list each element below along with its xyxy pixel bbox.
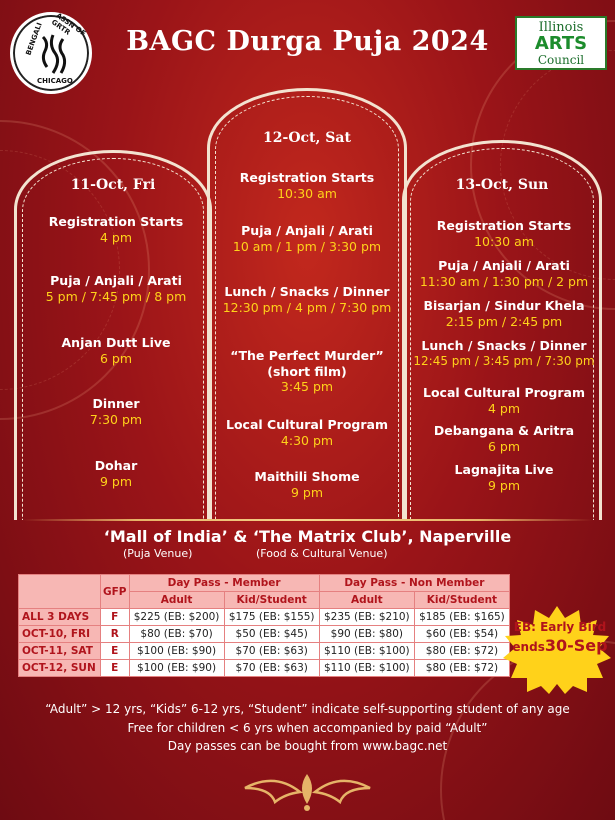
table-row [19, 626, 510, 643]
gfp-cell: E [101, 660, 130, 677]
event-time: 4 pm [99, 229, 133, 245]
gfp-cell: E [101, 643, 130, 660]
event-label: Dohar [94, 458, 138, 473]
event-label: “The Perfect Murder” [230, 348, 384, 363]
early-bird-text [512, 620, 608, 656]
event-label: Puja / Anjali / Arati [241, 223, 373, 238]
event-label: Debangana & Aritra [433, 423, 575, 438]
non-member-adult-price: $110 (EB: $100) [319, 660, 414, 677]
event-time: 9 pm [290, 484, 324, 500]
puja-venue-label: (Puja Venue) [123, 547, 193, 560]
event-sat-maithili [207, 469, 407, 500]
event-label: Puja / Anjali / Arati [50, 273, 182, 288]
event-label: Lunch / Snacks / Dinner [421, 338, 587, 353]
non-member-kid-price: $185 (EB: $165) [414, 609, 509, 626]
arts-council-line2: ARTS [534, 33, 588, 54]
early-bird-date: 30-Sep [544, 635, 608, 655]
event-time: 4 pm [487, 400, 521, 416]
note-purchase-site: Day passes can be bought from www.bagc.net [167, 739, 448, 754]
event-label: Puja / Anjali / Arati [438, 258, 570, 273]
event-sat-lunch [207, 284, 407, 315]
event-sun-registration [403, 218, 605, 249]
gfp-cell: R [101, 626, 130, 643]
event-time: 11:30 am / 1:30 pm / 2 pm [419, 273, 589, 289]
gfp-cell: F [101, 609, 130, 626]
event-time: 5 pm / 7:45 pm / 8 pm [45, 288, 187, 304]
event-sat-puja [207, 223, 407, 254]
member-adult-price: $80 (EB: $70) [129, 626, 224, 643]
early-bird-ends: ends [512, 639, 545, 654]
event-fri-registration [14, 214, 218, 245]
event-label: Registration Starts [436, 218, 572, 233]
note-free-children: Free for children < 6 yrs when accompanied by paid “Adult” [127, 720, 488, 735]
event-sun-lunch [403, 338, 605, 369]
event-fri-anjan-dutt [14, 335, 218, 366]
member-kid-price: $50 (EB: $45) [224, 626, 319, 643]
event-time: 9 pm [487, 477, 521, 493]
bottom-ornament-decoration [240, 768, 375, 812]
event-time: 10 am / 1 pm / 3:30 pm [232, 238, 382, 254]
event-time: 12:45 pm / 3:45 pm / 7:30 pm [413, 353, 595, 368]
non-member-adult-price: $90 (EB: $80) [319, 626, 414, 643]
member-kid-price: $70 (EB: $63) [224, 643, 319, 660]
event-sun-debangana [403, 423, 605, 454]
venue-title: ‘Mall of India’ & ‘The Matrix Club’, Naperville [103, 527, 512, 546]
non-member-kid-header: Kid/Student [414, 592, 509, 609]
logo-text-left: BENGALI [24, 21, 44, 57]
gfp-header: GFP [101, 575, 130, 609]
arts-council-line3: Council [537, 53, 585, 67]
member-kid-price: $70 (EB: $63) [224, 660, 319, 677]
member-kid-header: Kid/Student [224, 592, 319, 609]
event-label: Dinner [92, 396, 140, 411]
event-sat-short-film [207, 348, 407, 395]
member-adult-header: Adult [129, 592, 224, 609]
member-header: Day Pass - Member [129, 575, 319, 592]
event-sun-puja [403, 258, 605, 289]
food-venue-label: (Food & Cultural Venue) [256, 547, 388, 560]
table-corner-cell [19, 575, 101, 609]
logo-text-bottom: CHICAGO [37, 77, 73, 85]
note-age-definitions: “Adult” > 12 yrs, “Kids” 6-12 yrs, “Student” indicate self-supporting student of any age [45, 702, 570, 716]
member-adult-price: $225 (EB: $200) [129, 609, 224, 626]
page-title: BAGC Durga Puja 2024 [126, 26, 489, 57]
event-time: 12:30 pm / 4 pm / 7:30 pm [222, 299, 392, 315]
event-time: 10:30 am [277, 185, 337, 201]
arts-council-line1: Illinois [538, 20, 584, 35]
event-label: Registration Starts [239, 170, 375, 185]
row-label: OCT-12, SUN [19, 660, 101, 677]
event-label: Anjan Dutt Live [61, 335, 171, 350]
event-label: Local Cultural Program [226, 417, 388, 432]
table-row [19, 660, 510, 677]
member-kid-price: $175 (EB: $155) [224, 609, 319, 626]
non-member-header: Day Pass - Non Member [319, 575, 509, 592]
non-member-kid-price: $80 (EB: $72) [414, 660, 509, 677]
event-label: Registration Starts [48, 214, 184, 229]
pricing-notes [0, 700, 615, 756]
event-time: 2:15 pm / 2:45 pm [445, 313, 563, 329]
non-member-adult-header: Adult [319, 592, 414, 609]
event-time: 9 pm [99, 473, 133, 489]
event-label: Lagnajita Live [454, 462, 554, 477]
event-time: 6 pm [487, 438, 521, 454]
non-member-kid-price: $60 (EB: $54) [414, 626, 509, 643]
event-fri-dohar [14, 458, 218, 489]
illinois-arts-council-logo [515, 16, 607, 70]
early-bird-line1: EB: Early Bird [513, 620, 607, 634]
event-label: Lunch / Snacks / Dinner [224, 284, 390, 299]
table-row [19, 643, 510, 660]
non-member-kid-price: $80 (EB: $72) [414, 643, 509, 660]
event-time: 10:30 am [474, 233, 534, 249]
table-header-row [19, 575, 510, 592]
pricing-table [18, 574, 510, 677]
event-sun-cultural [403, 385, 605, 416]
event-time: 4:30 pm [280, 432, 334, 448]
event-label-subtitle: (short film) [267, 363, 347, 379]
day-title-saturday: 12-Oct, Sat [263, 130, 351, 146]
event-sun-lagnajita [403, 462, 605, 493]
day-title-friday: 11-Oct, Fri [70, 177, 156, 193]
event-fri-puja [14, 273, 218, 304]
row-label: OCT-10, FRI [19, 626, 101, 643]
event-label: Maithili Shome [254, 469, 360, 484]
event-time: 7:30 pm [89, 411, 143, 427]
event-label: Bisarjan / Sindur Khela [423, 298, 585, 313]
row-label: ALL 3 DAYS [19, 609, 101, 626]
early-bird-line2 [512, 636, 608, 657]
non-member-adult-price: $110 (EB: $100) [319, 643, 414, 660]
member-adult-price: $100 (EB: $90) [129, 643, 224, 660]
non-member-adult-price: $235 (EB: $210) [319, 609, 414, 626]
day-title-sunday: 13-Oct, Sun [455, 177, 549, 193]
event-sun-bisarjan [403, 298, 605, 329]
logo-text-top: ASSN OF GRTR [49, 11, 88, 38]
event-label: Local Cultural Program [423, 385, 585, 400]
event-sat-cultural [207, 417, 407, 448]
member-adult-price: $100 (EB: $90) [129, 660, 224, 677]
event-sat-registration [207, 170, 407, 201]
event-time: 3:45 pm [280, 379, 334, 395]
table-row [19, 609, 510, 626]
row-label: OCT-11, SAT [19, 643, 101, 660]
section-divider [22, 519, 593, 521]
event-fri-dinner [14, 396, 218, 427]
event-time: 6 pm [99, 350, 133, 366]
